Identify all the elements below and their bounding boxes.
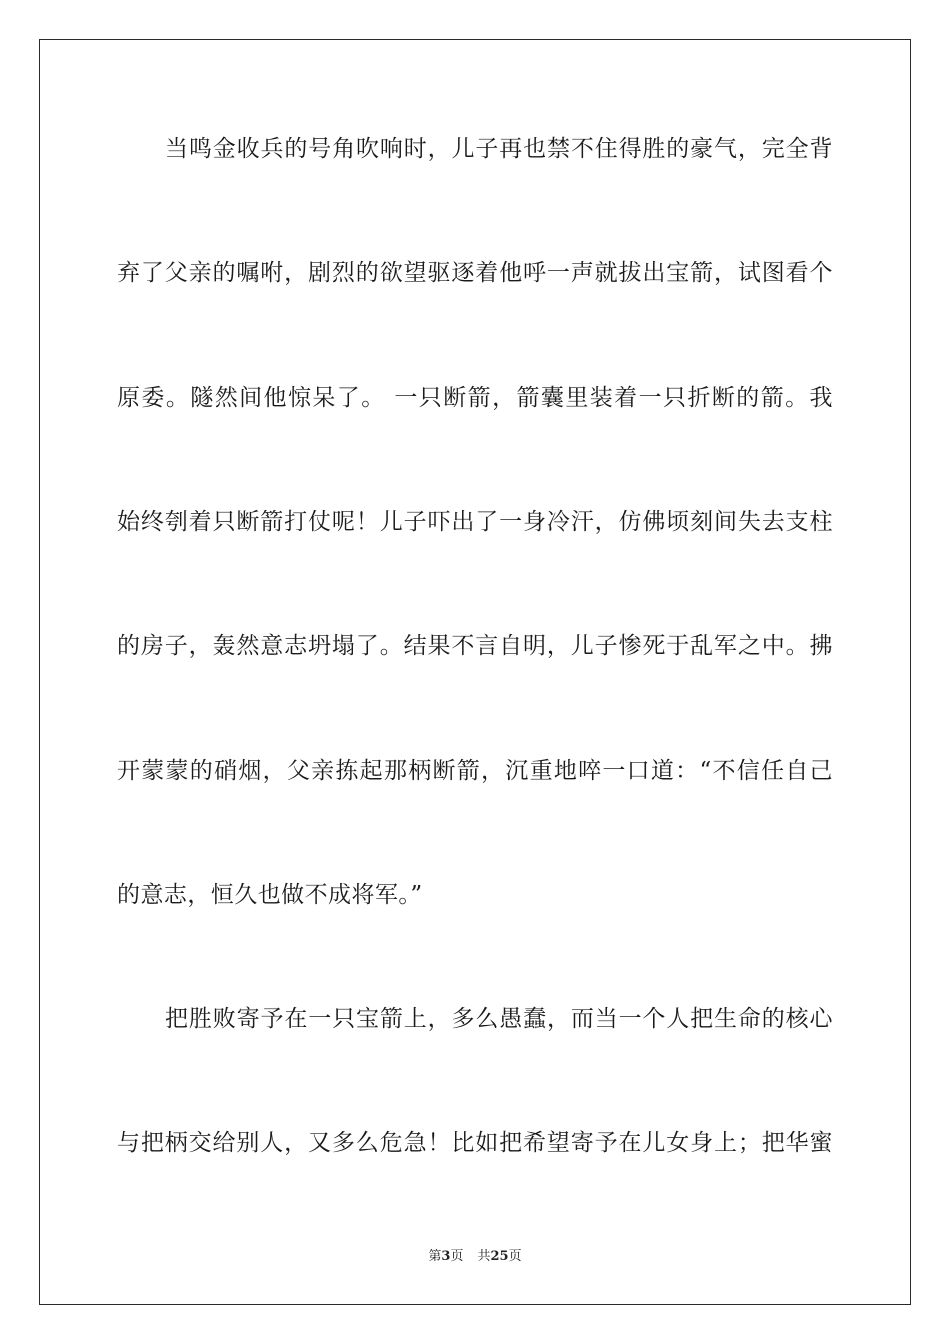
paragraph-1-line-4: 始终刳着只断箭打仗呢！儿子吓出了一身冷汗，仿佛顷刻间失去支柱 [117,509,833,535]
paragraph-1-line-1: 当鸣金收兵的号角吹响时，儿子再也禁不住得胜的豪气，完全背 [165,136,833,162]
paragraph-1-line-2: 弃了父亲的嘱咐，剧烈的欲望驱逐着他呼一声就拔出宝箭，试图看个 [117,260,833,286]
page-prefix: 第 [428,1249,442,1264]
paragraph-1-line-5: 的房子，轰然意志坍塌了。结果不言自明，儿子惨死于乱军之中。拂 [117,633,833,659]
page-number: 3 [441,1249,451,1264]
paragraph-1-line-3: 原委。隧然间他惊呆了。 一只断箭，箭囊里装着一只折断的箭。我 [117,385,833,411]
paragraph-1-line-6: 开蒙蒙的硝烟，父亲拣起那柄断箭，沉重地啐一口道：“不信任自己 [117,758,833,784]
page-border [39,39,911,1305]
page-unit: 页 [450,1249,464,1264]
paragraph-1-line-7: 的意志，恒久也做不成将军。” [117,882,423,908]
page-footer [0,1248,950,1266]
total-unit: 页 [508,1249,522,1264]
paragraph-2-line-1: 把胜败寄予在一只宝箭上，多么愚蠢，而当一个人把生命的核心 [165,1006,833,1032]
total-prefix: 共 [477,1249,491,1264]
paragraph-2-line-2: 与把柄交给别人，又多么危急！比如把希望寄予在儿女身上；把华蜜 [117,1130,833,1156]
total-pages: 25 [490,1249,509,1264]
